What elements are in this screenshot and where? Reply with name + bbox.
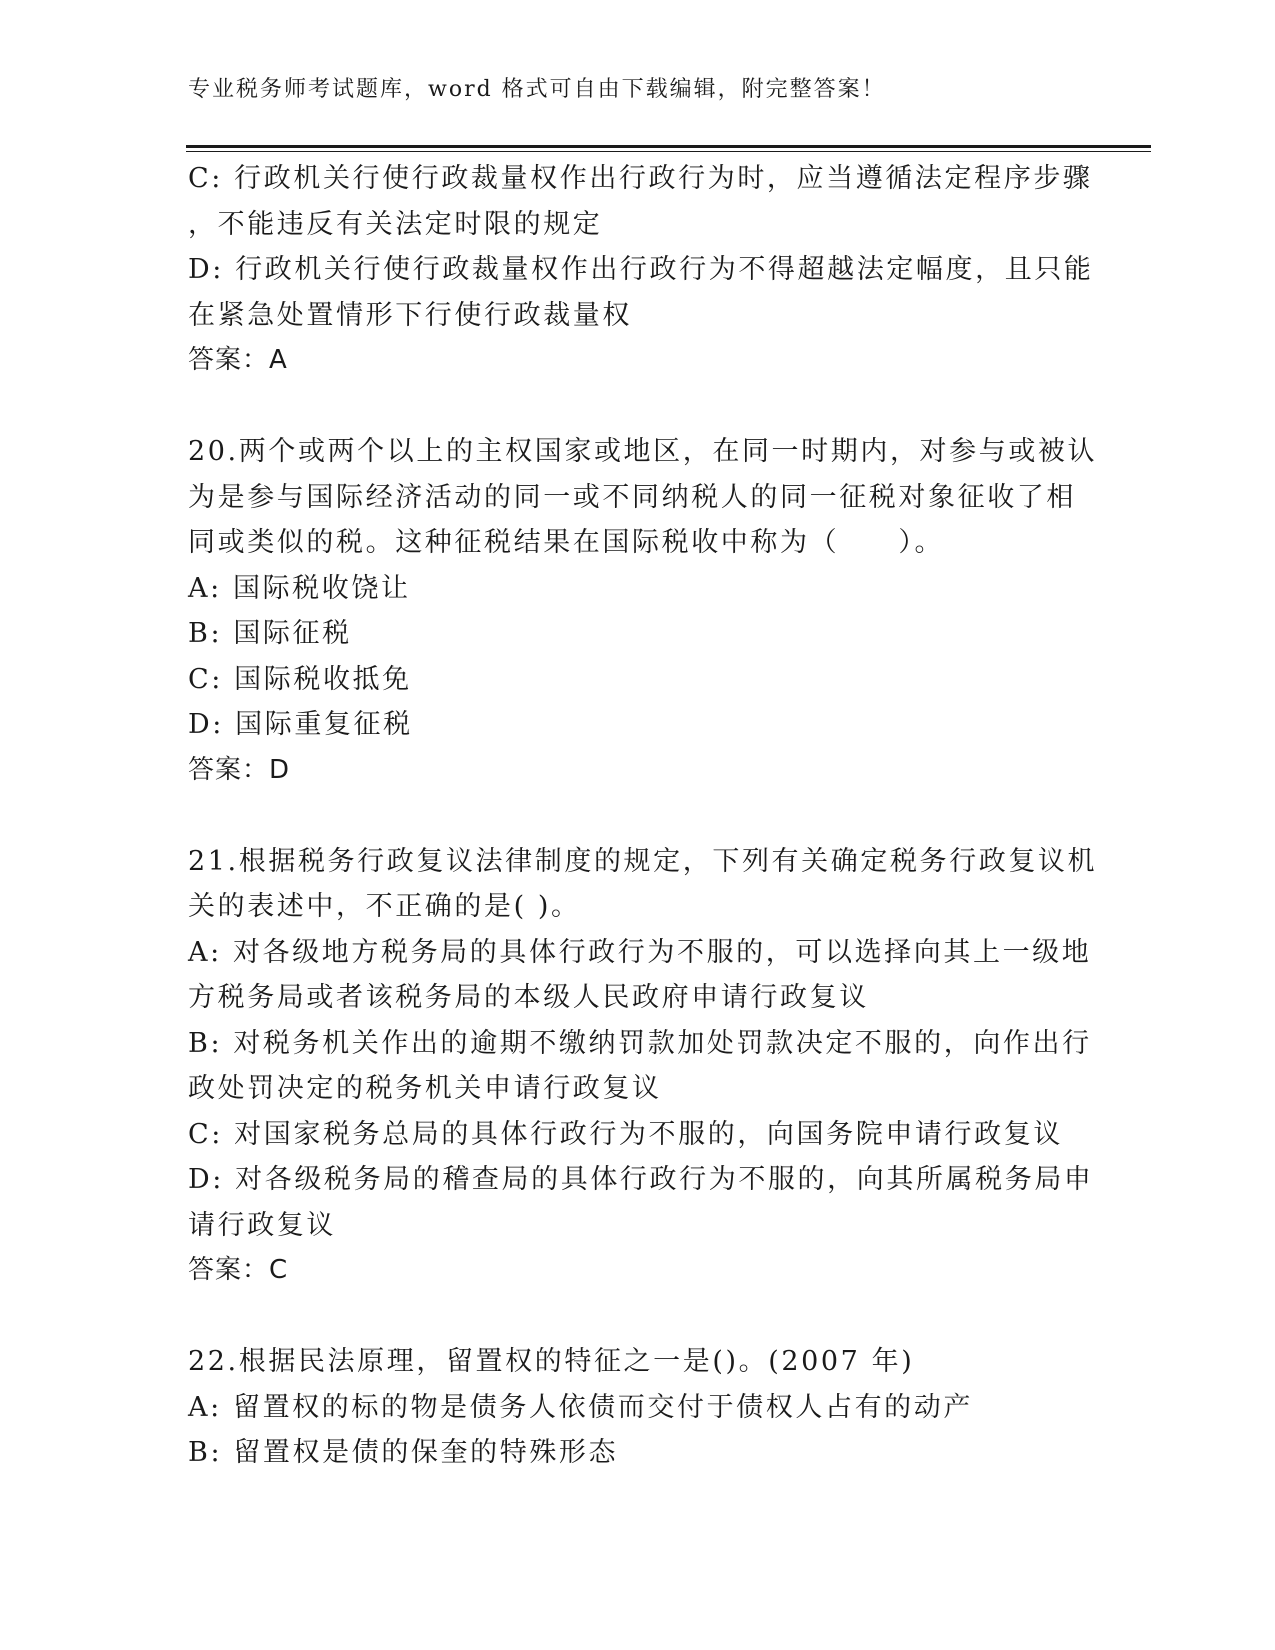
option-c: C: 国际税收抵免 bbox=[188, 663, 412, 695]
option-a: A: 对各级地方税务局的具体行政行为不服的，可以选择向其上一级地 bbox=[188, 936, 1092, 968]
header-rule-thick bbox=[186, 145, 1151, 148]
option-a: 方税务局或者该税务局的本级人民政府申请行政复议 bbox=[188, 982, 869, 1013]
question-block-20 bbox=[188, 429, 1098, 793]
question-list bbox=[188, 156, 1098, 1476]
text-line: C: 行政机关行使行政裁量权作出行政行为时，应当遵循法定程序步骤 bbox=[188, 163, 1093, 194]
question-stem: 关的表述中，不正确的是( )。 bbox=[188, 891, 581, 922]
answer-line: 答案：A bbox=[188, 345, 288, 375]
question-stem: 21.根据税务行政复议法律制度的规定，下列有关确定税务行政复议机 bbox=[188, 845, 1098, 877]
option-a: A: 国际税收饶让 bbox=[188, 572, 411, 604]
option-d: D: 国际重复征税 bbox=[188, 709, 413, 740]
option-d: 请行政复议 bbox=[188, 1209, 336, 1241]
question-stem: 22.根据民法原理，留置权的特征之一是()。(2007 年) bbox=[188, 1346, 915, 1377]
option-c: C: 对国家税务总局的具体行政行为不服的，向国务院申请行政复议 bbox=[188, 1118, 1063, 1150]
question-stem: 同或类似的税。这种征税结果在国际税收中称为（ ）。 bbox=[188, 527, 945, 558]
option-b: B: 对税务机关作出的逾期不缴纳罚款加处罚款决定不服的，向作出行 bbox=[188, 1027, 1092, 1059]
spacer bbox=[188, 384, 1068, 430]
option-a: A: 留置权的标的物是债务人依债而交付于债权人占有的动产 bbox=[188, 1391, 973, 1423]
question-block-21 bbox=[188, 839, 1098, 1294]
option-b: 政处罚决定的税务机关申请行政复议 bbox=[188, 1073, 662, 1104]
question-stem: 为是参与国际经济活动的同一或不同纳税人的同一征税对象征收了相 bbox=[188, 481, 1076, 513]
question-block-22 bbox=[188, 1339, 1068, 1476]
question-stem: 20.两个或两个以上的主权国家或地区，在同一时期内，对参与或被认 bbox=[188, 436, 1098, 467]
answer-line: 答案：D bbox=[188, 754, 291, 785]
page-header: 专业税务师考试题库，word 格式可自由下载编辑，附完整答案！ bbox=[188, 77, 886, 102]
spacer bbox=[188, 1294, 1068, 1340]
spacer bbox=[188, 793, 1068, 839]
text-line: 在紧急处置情形下行使行政裁量权 bbox=[188, 299, 632, 331]
option-b: B: 留置权是债的保奎的特殊形态 bbox=[188, 1437, 619, 1468]
question-block-19 bbox=[188, 156, 1094, 384]
header-rule-thin bbox=[186, 151, 1151, 152]
option-d: D: 对各级税务局的稽查局的具体行政行为不服的，向其所属税务局申 bbox=[188, 1164, 1094, 1195]
text-line: D: 行政机关行使行政裁量权作出行政行为不得超越法定幅度，且只能 bbox=[188, 254, 1094, 285]
text-line: ，不能违反有关法定时限的规定 bbox=[188, 208, 603, 240]
option-b: B: 国际征税 bbox=[188, 618, 352, 649]
answer-line: 答案：C bbox=[188, 1255, 289, 1285]
